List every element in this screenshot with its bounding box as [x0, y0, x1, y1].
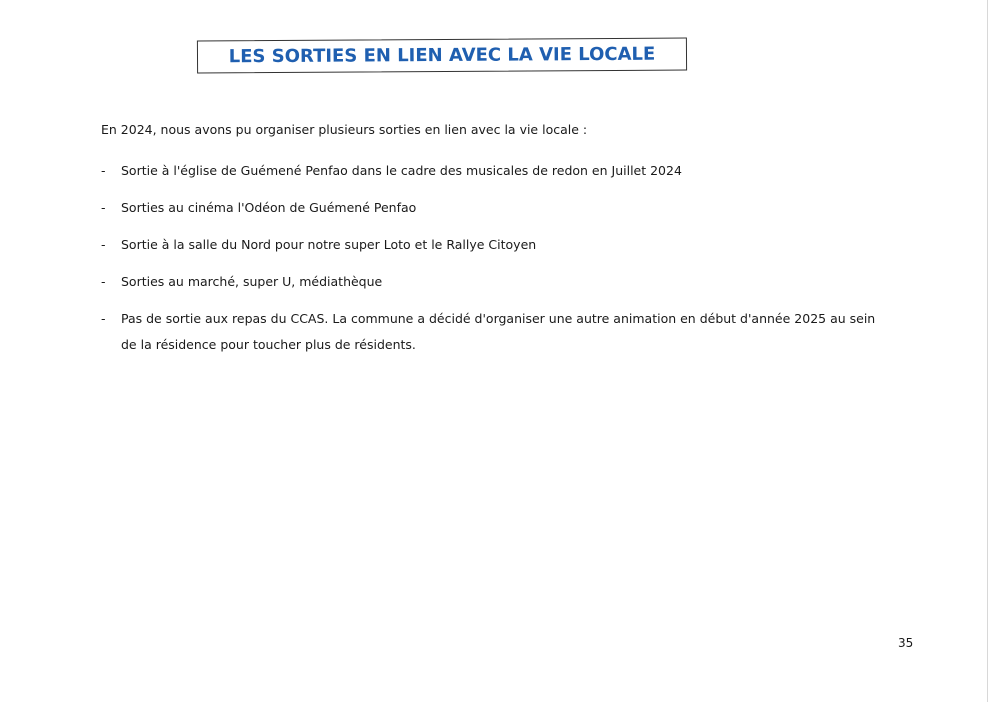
list-item [101, 158, 881, 184]
list-item-text: Sortie à la salle du Nord pour notre super Loto et le Rallye Citoyen [121, 237, 537, 252]
section-title-box [197, 38, 687, 74]
outings-list [101, 158, 881, 369]
page-title: LES SORTIES EN LIEN AVEC LA VIE LOCALE [228, 43, 656, 68]
bullet-dash: - [101, 163, 106, 178]
bullet-dash: - [101, 200, 106, 215]
list-item-text: Sorties au marché, super U, médiathèque [121, 274, 383, 289]
page-number: 35 [898, 636, 914, 650]
list-item [101, 306, 881, 358]
list-item-text: Sortie à l'église de Guémené Penfao dans le cadre des musicales de redon en Juillet 2024 [121, 163, 682, 178]
list-item-text: Pas de sortie aux repas du CCAS. La commune a décidé d'organiser une autre animation en début d'année 2025 au sein de la résidence pour toucher plus de résidents. [121, 311, 876, 352]
bullet-dash: - [101, 311, 106, 326]
bullet-dash: - [101, 274, 106, 289]
list-item [101, 195, 881, 221]
list-item [101, 232, 881, 258]
intro-paragraph: En 2024, nous avons pu organiser plusieurs sorties en lien avec la vie locale : [101, 122, 588, 137]
list-item [101, 269, 881, 295]
list-item-text: Sorties au cinéma l'Odéon de Guémené Penfao [121, 200, 417, 215]
page-edge [987, 0, 988, 702]
bullet-dash: - [101, 237, 106, 252]
